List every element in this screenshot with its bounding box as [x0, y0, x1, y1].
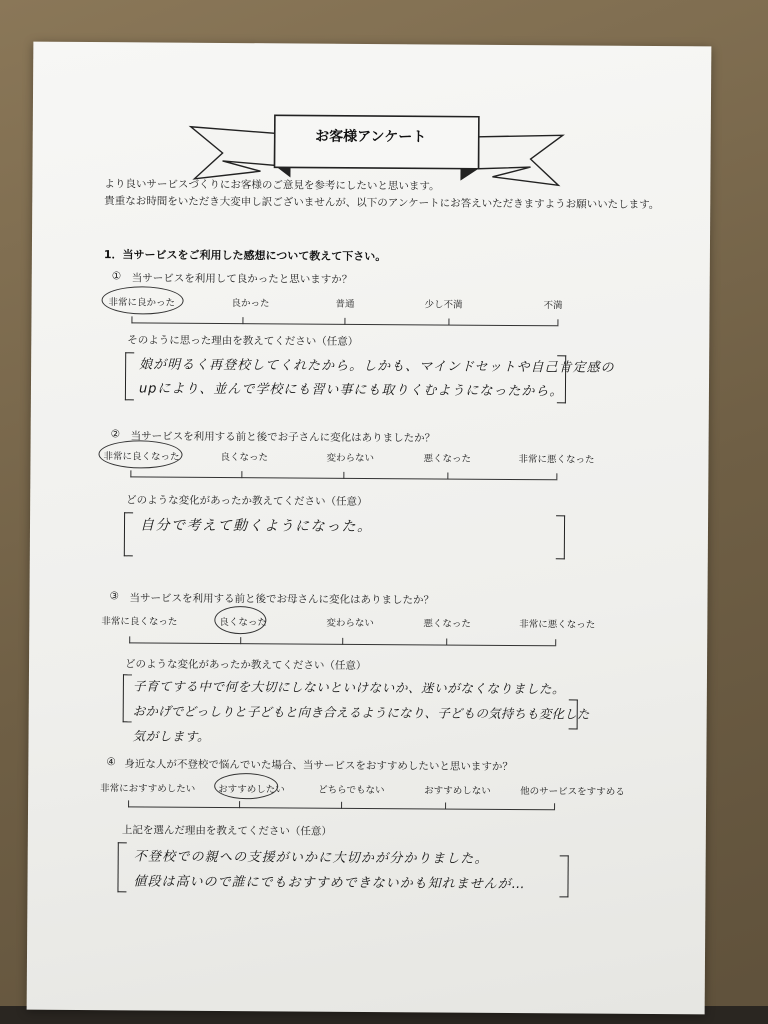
q2-answer-line-1: 自分で考えて動くようになった。 — [139, 517, 373, 536]
q2-followup: どのような変化があったか教えてください（任意） — [126, 494, 368, 508]
q1-tick-2 — [242, 317, 243, 324]
q2-option-2: 良くなった — [220, 451, 269, 464]
q4-bracket-left — [117, 842, 126, 892]
q3-answer-line-2: おかげでどっしりと子どもと向き合えるようになり、子どもの気持ちも変化した — [132, 703, 590, 722]
q4-tick-2 — [239, 801, 240, 808]
q3-option-5: 非常に悪くなった — [519, 619, 596, 631]
q3-tick-3 — [342, 638, 343, 645]
q3-option-3: 変わらない — [326, 617, 374, 630]
q3-answer-line-1: 子育てする中で何を大切にしないといけないか、迷いがなくなりました。 — [132, 678, 566, 697]
q3-tick-1 — [129, 636, 130, 643]
question-1-text: 当サービスを利用して良かったと思いますか？ — [131, 272, 353, 286]
q4-bracket-right — [559, 855, 568, 897]
q2-option-4: 悪くなった — [423, 453, 472, 465]
question-4-text: 身近な人が不登校で悩んでいた場合、当サービスをおすすめしたいと思いますか？ — [124, 758, 513, 774]
q4-option-1: 非常におすすめしたい — [100, 783, 196, 795]
q2-tick-1 — [130, 470, 131, 477]
q1-option-1: 非常に良かった — [108, 297, 176, 309]
q1-tick-3 — [344, 318, 345, 325]
q2-bracket-left — [124, 512, 133, 556]
q2-tick-3 — [343, 472, 344, 479]
q2-selected-circle — [98, 440, 182, 469]
q2-bracket-right — [556, 515, 565, 559]
q2-option-3: 変わらない — [326, 452, 375, 465]
survey-title: お客様アンケート — [315, 128, 427, 146]
q4-answer-line-1: 不登校での親への支援がいかに大切かが分かりました。 — [133, 849, 489, 867]
q1-answer-line-2: upにより、並んで学校にも習い事にも取りくむようになったから。 — [138, 381, 564, 400]
q1-option-4: 少し不満 — [424, 299, 463, 311]
q1-bracket-left — [125, 352, 134, 400]
q3-tick-5 — [555, 639, 556, 646]
q3-option-2: 良くなった — [219, 616, 267, 629]
q3-answer-line-3: 気がします。 — [132, 728, 211, 744]
q4-tick-1 — [128, 800, 129, 807]
q1-selected-circle — [101, 286, 183, 315]
q3-bracket-left — [123, 674, 132, 722]
section-title: 1．当サービスをご利用した感想について教えて下さい。 — [103, 248, 387, 264]
q1-option-3: 普通 — [335, 298, 355, 310]
q1-followup: そのように思った理由を教えてください（任意） — [127, 334, 359, 348]
intro-line-1: より良いサービスづくりにお客様のご意見を参考にしたいと思います。 — [104, 178, 440, 193]
question-2-number: ② — [110, 428, 121, 441]
q1-tick-4 — [448, 319, 449, 326]
q1-answer-line-1: 娘が明るく再登校してくれたから。しかも、マインドセットや自己肯定感の — [139, 357, 615, 376]
q4-answer-line-2: 値段は高いので誰にでもおすすめできないかも知れませんが… — [133, 874, 526, 893]
q4-option-4: おすすめしない — [424, 785, 491, 797]
question-3-text: 当サービスを利用する前と後でお母さんに変化はありましたか？ — [129, 592, 435, 607]
q2-tick-2 — [241, 471, 242, 478]
survey-sheet — [27, 42, 712, 1015]
q2-tick-4 — [447, 473, 448, 480]
question-4-number: ④ — [106, 756, 116, 769]
question-1-number: ① — [111, 270, 122, 283]
q4-tick-5 — [554, 803, 555, 810]
q4-option-2: おすすめしたい — [218, 783, 285, 796]
q1-tick-1 — [131, 316, 132, 323]
q1-option-5: 不満 — [543, 300, 563, 312]
question-2-text: 当サービスを利用する前と後でお子さんに変化はありましたか？ — [130, 430, 436, 445]
q3-option-4: 悪くなった — [423, 618, 471, 630]
q4-tick-3 — [341, 802, 342, 809]
q3-tick-4 — [446, 639, 447, 646]
q4-option-3: どちらでもない — [318, 784, 385, 797]
q3-followup: どのような変化があったか教えてください（任意） — [125, 658, 367, 672]
q2-tick-5 — [556, 473, 557, 480]
q2-option-5: 非常に悪くなった — [518, 454, 595, 466]
q2-option-1: 非常に良くなった — [103, 451, 180, 463]
q3-tick-2 — [240, 637, 241, 644]
q3-selected-circle — [214, 606, 266, 634]
question-3-number: ③ — [109, 590, 119, 603]
q4-tick-4 — [445, 803, 446, 810]
intro-line-2: 貴重なお時間をいただき大変申し訳ございませんが、以下のアンケートにお答えいただきますようお願いいたします。 — [104, 195, 660, 212]
q1-tick-5 — [557, 319, 558, 326]
q4-option-5: 他のサービスをすすめる — [520, 786, 625, 798]
q1-option-2: 良かった — [231, 298, 270, 310]
q4-followup: 上記を選んだ理由を教えてください（任意） — [121, 824, 332, 838]
q4-selected-circle — [214, 773, 278, 799]
q3-option-1: 非常に良くなった — [101, 616, 178, 628]
